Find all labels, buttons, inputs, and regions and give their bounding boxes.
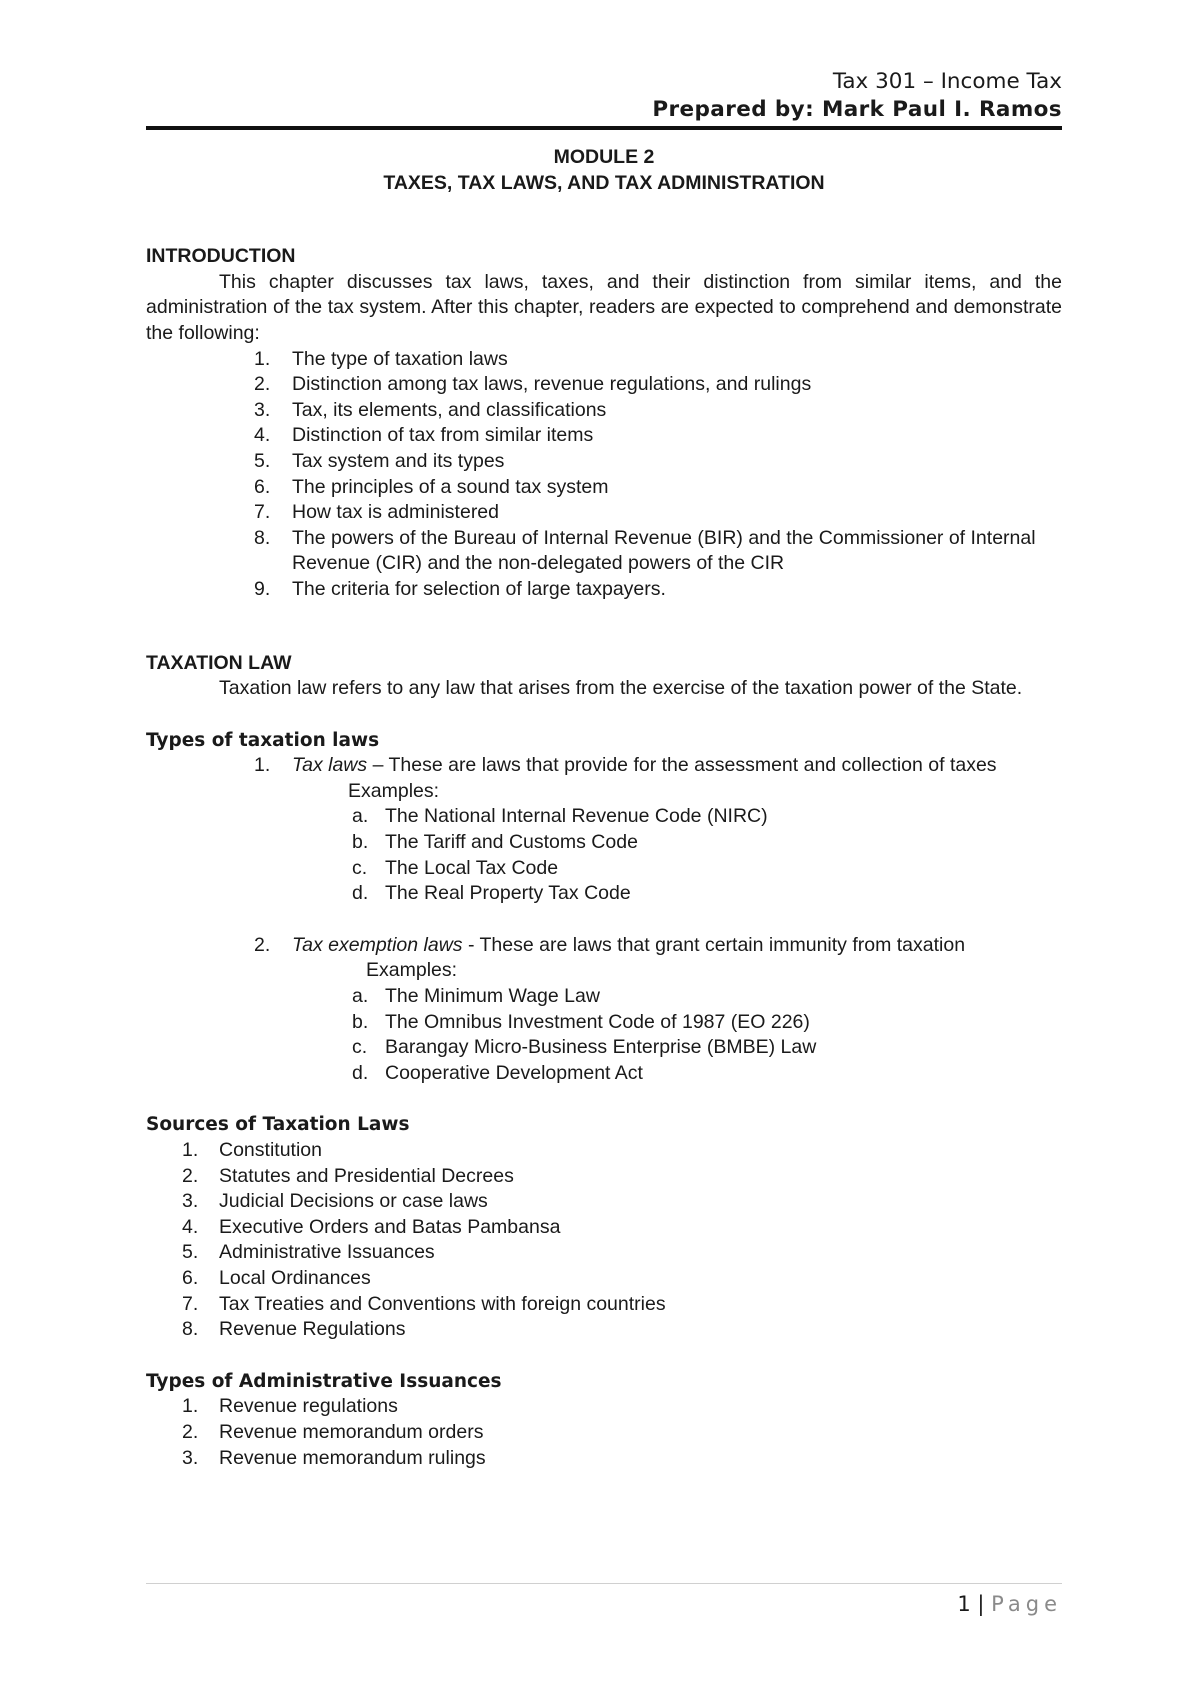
list-item-tax-laws (146, 753, 1062, 779)
list-text: Administrative Issuances (219, 1241, 435, 1264)
list-number: 4. (182, 1215, 199, 1238)
list-text: The Tariff and Customs Code (385, 831, 638, 854)
list-text: Barangay Micro-Business Enterprise (BMBE) Law (385, 1036, 817, 1059)
intro-heading: INTRODUCTION (146, 245, 296, 268)
list-number: 5. (182, 1241, 199, 1264)
list-number: 2. (182, 1420, 199, 1443)
list-number: 1. (182, 1395, 199, 1418)
list-item (146, 423, 1062, 449)
list-item (146, 398, 1062, 424)
list-number: d. (352, 1061, 369, 1084)
list-item (146, 856, 1062, 882)
examples-label: Examples: (366, 959, 458, 982)
taxation-law-heading: TAXATION LAW (146, 651, 292, 674)
sources-list (146, 1138, 1062, 1343)
list-item (146, 1420, 1062, 1446)
list-item (146, 526, 1062, 577)
list-text: Revenue memorandum orders (219, 1420, 484, 1443)
list-text: Revenue regulations (219, 1395, 398, 1418)
module-number: MODULE 2 (553, 146, 655, 168)
list-text: Tax, its elements, and classifications (292, 398, 607, 421)
page-number (146, 1592, 1062, 1616)
list-item (146, 1164, 1062, 1190)
list-number: a. (352, 985, 369, 1008)
list-item (146, 1215, 1062, 1241)
list-item (146, 881, 1062, 907)
list-text: The type of taxation laws (292, 347, 508, 370)
admin-issuances-list (146, 1394, 1062, 1471)
list-item (146, 1240, 1062, 1266)
intro-paragraph: This chapter discusses tax laws, taxes, and their distinction from similar items, and the administration of the tax system. After this chapter, readers are expected to comprehend and demonstrate the following: (146, 270, 1062, 344)
list-text: Constitution (219, 1139, 322, 1161)
list-number: c. (352, 1036, 368, 1059)
list-number: 5. (254, 449, 271, 472)
list-item (146, 1394, 1062, 1420)
page-separator: | (970, 1592, 992, 1616)
list-number: 8. (182, 1318, 199, 1341)
list-number: a. (352, 805, 369, 828)
list-number: 9. (254, 577, 271, 600)
list-item (146, 1446, 1062, 1472)
list-number: 7. (182, 1292, 199, 1315)
list-text: Tax system and its types (292, 449, 505, 472)
footer-rule (146, 1583, 1062, 1584)
list-item (146, 804, 1062, 830)
list-item (146, 1138, 1062, 1164)
list-text: The Omnibus Investment Code of 1987 (EO 226) (385, 1010, 810, 1033)
list-text: Judicial Decisions or case laws (219, 1190, 488, 1213)
course-title: Tax 301 – Income Tax (832, 69, 1062, 94)
list-text: The Minimum Wage Law (385, 985, 600, 1008)
list-item (146, 1010, 1062, 1036)
list-item (146, 500, 1062, 526)
list-item (146, 475, 1062, 501)
list-number: 8. (254, 526, 271, 549)
tax-laws-examples (146, 804, 1062, 906)
list-number: d. (352, 882, 369, 905)
list-text: The Local Tax Code (385, 856, 559, 879)
list-number: 2. (182, 1164, 199, 1187)
page-content (146, 145, 1062, 1471)
list-number: 3. (182, 1190, 199, 1213)
list-text: Cooperative Development Act (385, 1061, 643, 1084)
tax-laws-desc: – These are laws that provide for the assessment and collection of taxes (367, 754, 997, 777)
list-number: 6. (182, 1266, 199, 1289)
header-rule (146, 126, 1062, 130)
list-number: 3. (182, 1446, 199, 1469)
list-item (146, 372, 1062, 398)
list-item (146, 984, 1062, 1010)
list-text: The criteria for selection of large taxpayers. (292, 577, 666, 600)
list-number: 6. (254, 475, 271, 498)
list-text: Distinction among tax laws, revenue regulations, and rulings (292, 373, 812, 396)
list-text: Revenue Regulations (219, 1318, 406, 1341)
list-number: 1. (182, 1139, 199, 1161)
intro-objectives-list (146, 347, 1062, 603)
list-item (146, 577, 1062, 603)
list-text: How tax is administered (292, 501, 499, 524)
list-item (146, 830, 1062, 856)
exemption-laws-desc: - These are laws that grant certain immunity from taxation (462, 933, 966, 956)
list-text: Statutes and Presidential Decrees (219, 1164, 514, 1187)
list-text: Revenue memorandum rulings (219, 1446, 486, 1469)
module-title: TAXES, TAX LAWS, AND TAX ADMINISTRATION (383, 171, 825, 194)
prepared-by: Prepared by: Mark Paul I. Ramos (652, 97, 1062, 122)
list-number: b. (352, 831, 369, 854)
list-item (146, 449, 1062, 475)
list-number: 2. (254, 933, 271, 956)
list-text: Local Ordinances (219, 1266, 371, 1289)
list-item (146, 1189, 1062, 1215)
list-item (146, 1317, 1062, 1343)
term-exemption-laws: Tax exemption laws (292, 933, 463, 956)
list-text: The principles of a sound tax system (292, 475, 609, 498)
sources-heading: Sources of Taxation Laws (146, 1114, 410, 1136)
page-footer (146, 1583, 1062, 1616)
list-number: 2. (254, 373, 271, 396)
examples-label: Examples: (348, 779, 440, 802)
list-item (146, 347, 1062, 373)
page-label: Page (991, 1592, 1062, 1616)
types-heading: Types of taxation laws (146, 729, 380, 751)
list-item (146, 1292, 1062, 1318)
admin-heading: Types of Administrative Issuances (146, 1370, 502, 1392)
list-number: 4. (254, 424, 271, 447)
list-number: b. (352, 1010, 369, 1033)
list-item-exemption-laws (146, 933, 1062, 959)
term-tax-laws: Tax laws (292, 754, 368, 777)
list-text: Distinction of tax from similar items (292, 424, 594, 447)
list-number: c. (352, 856, 368, 879)
list-number: 3. (254, 398, 271, 421)
page-header (146, 68, 1062, 124)
list-text: The powers of the Bureau of Internal Revenue (BIR) and the Commissioner of Internal Revenue (CIR) and the non-delegated powers of the CIR (292, 526, 1036, 575)
list-text: The Real Property Tax Code (385, 882, 631, 905)
list-text: Executive Orders and Batas Pambansa (219, 1215, 561, 1238)
list-number: 7. (254, 501, 271, 524)
taxation-law-paragraph: Taxation law refers to any law that arises from the exercise of the taxation power of the State. (219, 677, 1023, 700)
list-item (146, 1035, 1062, 1061)
list-item (146, 1266, 1062, 1292)
list-item (146, 1061, 1062, 1087)
list-number: 1. (254, 347, 271, 370)
exemption-laws-examples (146, 984, 1062, 1086)
list-number: 1. (254, 754, 271, 777)
page-number-value: 1 (957, 1592, 971, 1616)
list-text: The National Internal Revenue Code (NIRC) (385, 805, 768, 828)
list-text: Tax Treaties and Conventions with foreign countries (219, 1292, 666, 1315)
